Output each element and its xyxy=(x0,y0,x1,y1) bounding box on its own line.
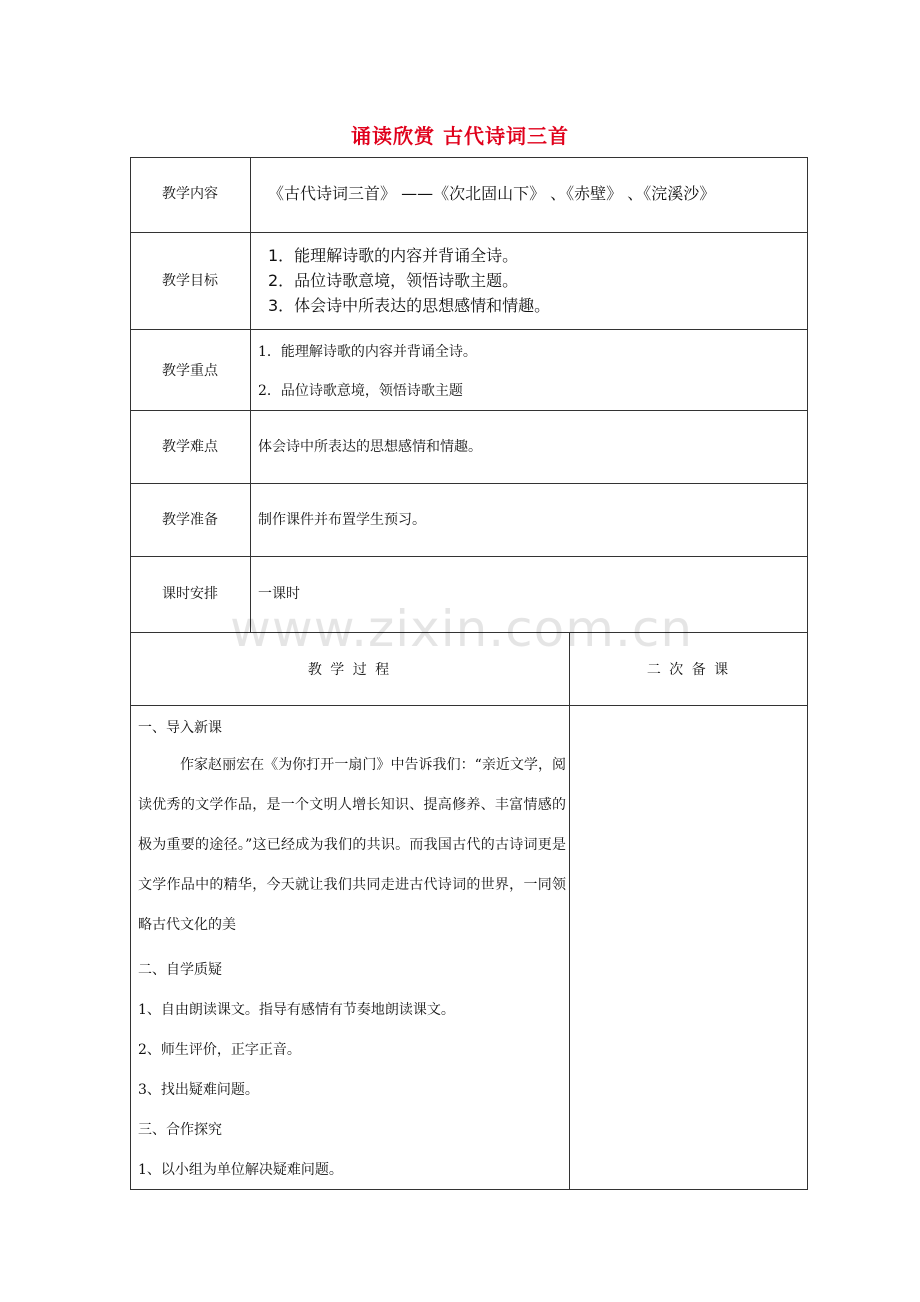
watermark: www.zixin.com.cn xyxy=(230,600,694,658)
list-item: 2、师生评价，正字正音。 xyxy=(138,1042,301,1058)
key-point-1: 1．能理解诗歌的内容并背诵全诗。 xyxy=(258,344,477,360)
row-label-preparation: 教学准备 xyxy=(162,512,218,528)
process-header: 教 学 过 程 xyxy=(307,662,392,678)
list-item: 3、找出疑难问题。 xyxy=(138,1082,259,1098)
section-cooperative-heading: 三、合作探究 xyxy=(138,1122,222,1138)
row-label-key-points: 教学重点 xyxy=(162,363,218,379)
section-self-study-heading: 二、自学质疑 xyxy=(138,962,222,978)
list-item: 1、以小组为单位解决疑难问题。 xyxy=(138,1162,343,1178)
row-label-schedule: 课时安排 xyxy=(162,586,218,602)
objective-3: 3．体会诗中所表达的思想感情和情趣。 xyxy=(268,296,551,315)
key-point-2: 2．品位诗歌意境，领悟诗歌主题 xyxy=(258,383,463,399)
class-schedule: 一课时 xyxy=(258,586,300,602)
row-label-objectives: 教学目标 xyxy=(162,273,218,289)
section-intro-heading: 一、导入新课 xyxy=(138,720,222,736)
intro-paragraph: 作家赵丽宏在《为你打开一扇门》中告诉我们：“亲近文学，阅读优秀的文学作品，是一个文明人增长知识、提高修养、丰富情感的极为重要的途径。”这已经成为我们的共识。而我国古代的古诗词更是文学作品中的精华，今天就让我们共同走进古代诗词的世界，一同领略古代文化的美 xyxy=(138,757,566,933)
page-title: 诵读欣赏 古代诗词三首 xyxy=(351,124,569,148)
objective-1: 1．能理解诗歌的内容并背诵全诗。 xyxy=(268,246,519,265)
objective-2: 2．品位诗歌意境，领悟诗歌主题。 xyxy=(268,271,519,290)
row-label-difficulty: 教学难点 xyxy=(162,439,218,455)
teaching-preparation: 制作课件并布置学生预习。 xyxy=(258,512,426,528)
lesson-plan-table xyxy=(130,157,808,1190)
list-item: 1、自由朗读课文。指导有感情有节奏地朗读课文。 xyxy=(138,1002,455,1018)
secondary-prep-header: 二 次 备 课 xyxy=(646,662,731,678)
teaching-content: 《古代诗词三首》 ——《次北固山下》 、《赤壁》 、《浣溪沙》 xyxy=(268,184,716,203)
teaching-difficulty: 体会诗中所表达的思想感情和情趣。 xyxy=(258,439,482,455)
row-label-content: 教学内容 xyxy=(162,186,218,202)
